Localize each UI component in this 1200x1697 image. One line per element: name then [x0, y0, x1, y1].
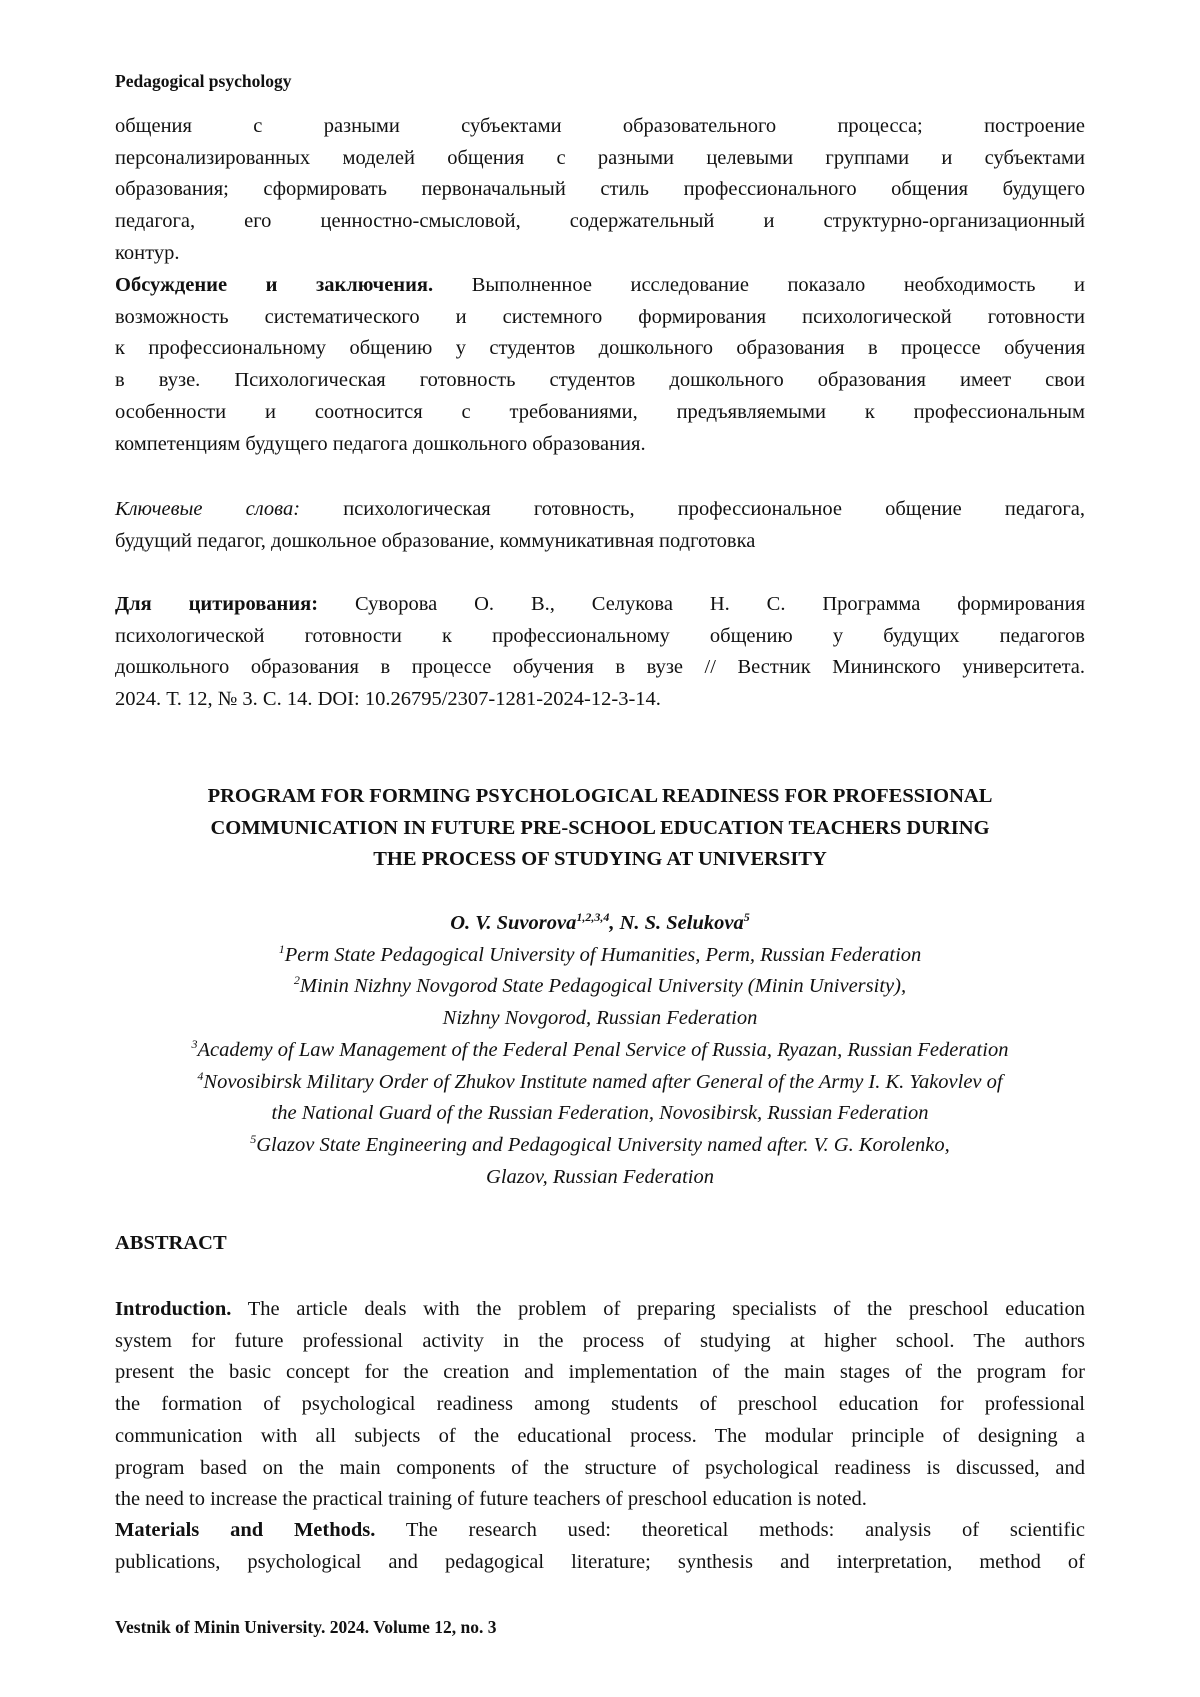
- text-line: педагога, его ценностно-смысловой, содержательный и структурно-организационный: [115, 206, 1085, 238]
- authors-line: [115, 908, 1085, 940]
- text-line: present the basic concept for the creation and implementation of the main stages of the program for: [115, 1357, 1085, 1389]
- article-title: [115, 781, 1085, 876]
- affiliation-text: Perm State Pedagogical University of Humanities, Perm, Russian Federation: [285, 944, 922, 966]
- affiliation-marker: 5: [250, 1132, 256, 1146]
- affiliation-line: [115, 1130, 1085, 1162]
- author-name: O. V. Suvorova: [450, 912, 576, 934]
- affiliation-text: Glazov State Engineering and Pedagogical University named after. V. G. Korolenko,: [256, 1134, 949, 1156]
- introduction-label: Introduction.: [115, 1298, 231, 1320]
- affiliation-line: [115, 1098, 1085, 1130]
- text-line: program based on the main components of the structure of psychological readiness is discussed, and: [115, 1453, 1085, 1485]
- text-line: The article deals with the problem of preparing specialists of the preschool education: [248, 1298, 1085, 1320]
- materials-label: Materials and Methods.: [115, 1519, 375, 1541]
- text-line: психологическая готовность, профессиональное общение педагога,: [343, 498, 1085, 520]
- keywords-paragraph: [115, 494, 1085, 557]
- affiliation-text: Novosibirsk Military Order of Zhukov Institute named after General of the Army I. K. Yakovlev of: [203, 1071, 1002, 1093]
- affiliation-text: the National Guard of the Russian Federation, Novosibirsk, Russian Federation: [272, 1102, 929, 1124]
- author-name: N. S. Selukova: [620, 912, 744, 934]
- title-line: PROGRAM FOR FORMING PSYCHOLOGICAL READINESS FOR PROFESSIONAL: [115, 781, 1085, 813]
- affiliation-text: Minin Nizhny Novgorod State Pedagogical University (Minin University),: [300, 975, 906, 997]
- affiliation-marker: 3: [192, 1037, 198, 1051]
- text-line: в вузе. Психологическая готовность студентов дошкольного образования имеет свои: [115, 365, 1085, 397]
- text-line: психологической готовности к профессиональному общению у будущих педагогов: [115, 621, 1085, 653]
- text-line: компетенциям будущего педагога дошкольного образования.: [115, 429, 1085, 461]
- running-header: Pedagogical psychology: [115, 71, 291, 92]
- discussion-paragraph: [115, 270, 1085, 460]
- authors-block: [115, 908, 1085, 1193]
- title-line: COMMUNICATION IN FUTURE PRE-SCHOOL EDUCATION TEACHERS DURING: [115, 813, 1085, 845]
- affiliation-text: Nizhny Novgorod, Russian Federation: [443, 1007, 758, 1029]
- text-line: дошкольного образования в процессе обучения в вузе // Вестник Мининского университета.: [115, 652, 1085, 684]
- text-line: персонализированных моделей общения с разными целевыми группами и субъектами: [115, 143, 1085, 175]
- citation-label: Для цитирования:: [115, 593, 318, 615]
- text-line: контур.: [115, 238, 1085, 270]
- affiliation-marker: 1: [279, 942, 285, 956]
- affiliation-line: [115, 971, 1085, 1003]
- introduction-paragraph: [115, 1294, 1085, 1516]
- affiliation-line: [115, 1035, 1085, 1067]
- text-line: Выполненное исследование показало необходимость и: [472, 274, 1085, 296]
- discussion-label: Обсуждение и заключения.: [115, 274, 433, 296]
- citation-paragraph: [115, 589, 1085, 716]
- abstract-heading: ABSTRACT: [115, 1232, 227, 1255]
- text-line: the need to increase the practical training of future teachers of preschool education is noted.: [115, 1484, 1085, 1516]
- text-line: возможность систематического и системного формирования психологической готовности: [115, 302, 1085, 334]
- affiliation-marker: 4: [197, 1069, 203, 1083]
- author-affiliation-marker: 1,2,3,4: [576, 910, 609, 924]
- text-line: system for future professional activity in the process of studying at higher school. The authors: [115, 1326, 1085, 1358]
- text-line: будущий педагог, дошкольное образование, коммуникативная подготовка: [115, 526, 1085, 558]
- paragraph-continued: [115, 111, 1085, 270]
- affiliation-line: [115, 940, 1085, 972]
- affiliation-marker: 2: [294, 974, 300, 988]
- text-line: The research used: theoretical methods: analysis of scientific: [406, 1519, 1085, 1541]
- materials-paragraph: [115, 1515, 1085, 1578]
- affiliation-line: [115, 1162, 1085, 1194]
- text-line: особенности и соотносится с требованиями, предъявляемыми к профессиональным: [115, 397, 1085, 429]
- keywords-label: Ключевые слова:: [115, 498, 300, 520]
- affiliation-text: Glazov, Russian Federation: [486, 1166, 714, 1188]
- text-line: communication with all subjects of the educational process. The modular principle of designing a: [115, 1421, 1085, 1453]
- text-line: образования; сформировать первоначальный стиль профессионального общения будущего: [115, 174, 1085, 206]
- text-line: 2024. Т. 12, № 3. С. 14. DOI: 10.26795/2307-1281-2024-12-3-14.: [115, 684, 1085, 716]
- affiliation-text: Academy of Law Management of the Federal Penal Service of Russia, Ryazan, Russian Federation: [198, 1039, 1009, 1061]
- text-line: publications, psychological and pedagogical literature; synthesis and interpretation, method of: [115, 1547, 1085, 1579]
- text-line: общения с разными субъектами образовательного процесса; построение: [115, 111, 1085, 143]
- running-footer: Vestnik of Minin University. 2024. Volume 12, no. 3: [115, 1617, 497, 1638]
- text-line: к профессиональному общению у студентов дошкольного образования в процессе обучения: [115, 333, 1085, 365]
- affiliation-line: [115, 1067, 1085, 1099]
- affiliation-line: [115, 1003, 1085, 1035]
- title-line: THE PROCESS OF STUDYING AT UNIVERSITY: [115, 844, 1085, 876]
- text-line: the formation of psychological readiness among students of preschool education for professional: [115, 1389, 1085, 1421]
- author-affiliation-marker: 5: [744, 910, 750, 924]
- text-line: Суворова О. В., Селукова Н. С. Программа формирования: [355, 593, 1085, 615]
- author-separator: ,: [609, 912, 619, 934]
